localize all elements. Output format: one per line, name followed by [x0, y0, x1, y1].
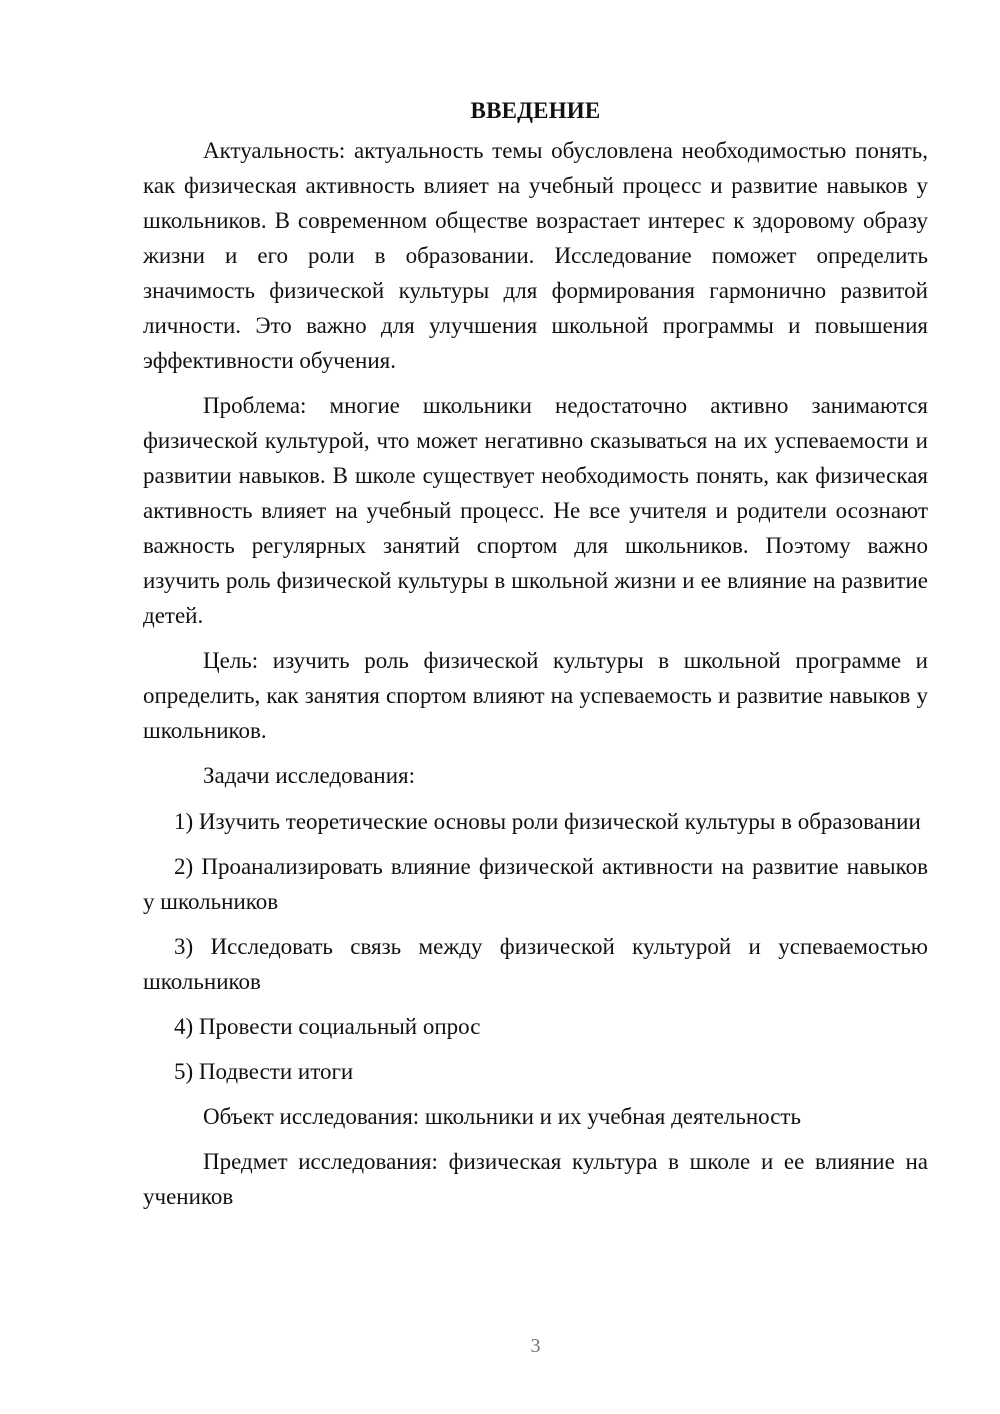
page-number: 3 — [530, 1335, 541, 1357]
document-content — [143, 96, 928, 1224]
task-item-1: 1) Изучить теоретические основы роли физической культуры в образовании — [174, 809, 921, 834]
tasks-heading: Задачи исследования: — [203, 763, 416, 788]
task-item-3: 3) Исследовать связь между физической культурой и успеваемостью школьников — [143, 934, 928, 994]
task-item-4: 4) Провести социальный опрос — [174, 1014, 481, 1039]
research-object-paragraph: Объект исследования: школьники и их учебная деятельность — [203, 1104, 801, 1129]
task-item-5: 5) Подвести итоги — [174, 1059, 354, 1084]
research-subject-paragraph: Предмет исследования: физическая культура в школе и ее влияние на учеников — [143, 1149, 928, 1209]
task-item-2: 2) Проанализировать влияние физической активности на развитие навыков у школьников — [143, 854, 928, 914]
section-title: ВВЕДЕНИЕ — [470, 98, 601, 123]
relevance-paragraph: Актуальность: актуальность темы обусловлена необходимостью понять, как физическая активность влияет на учебный процесс и развитие навыков у школьников. В современном обществе возрастает интерес к здоровому образу жизни и его роли в образовании. Исследование поможет определить значимость физической культуры для формирования гармонично развитой личности. Это важно для улучшения школьной программы и повышения эффективности обучения. — [143, 138, 928, 373]
goal-paragraph: Цель: изучить роль физической культуры в школьной программе и определить, как занятия спортом влияют на успеваемость и развитие навыков у школьников. — [143, 648, 928, 743]
problem-paragraph: Проблема: многие школьники недостаточно активно занимаются физической культурой, что может негативно сказываться на их успеваемости и развитии навыков. В школе существует необходимость понять, как физическая активность влияет на учебный процесс. Не все учителя и родители осознают важность регулярных занятий спортом для школьников. Поэтому важно изучить роль физической культуры в школьной жизни и ее влияние на развитие детей. — [143, 393, 928, 628]
